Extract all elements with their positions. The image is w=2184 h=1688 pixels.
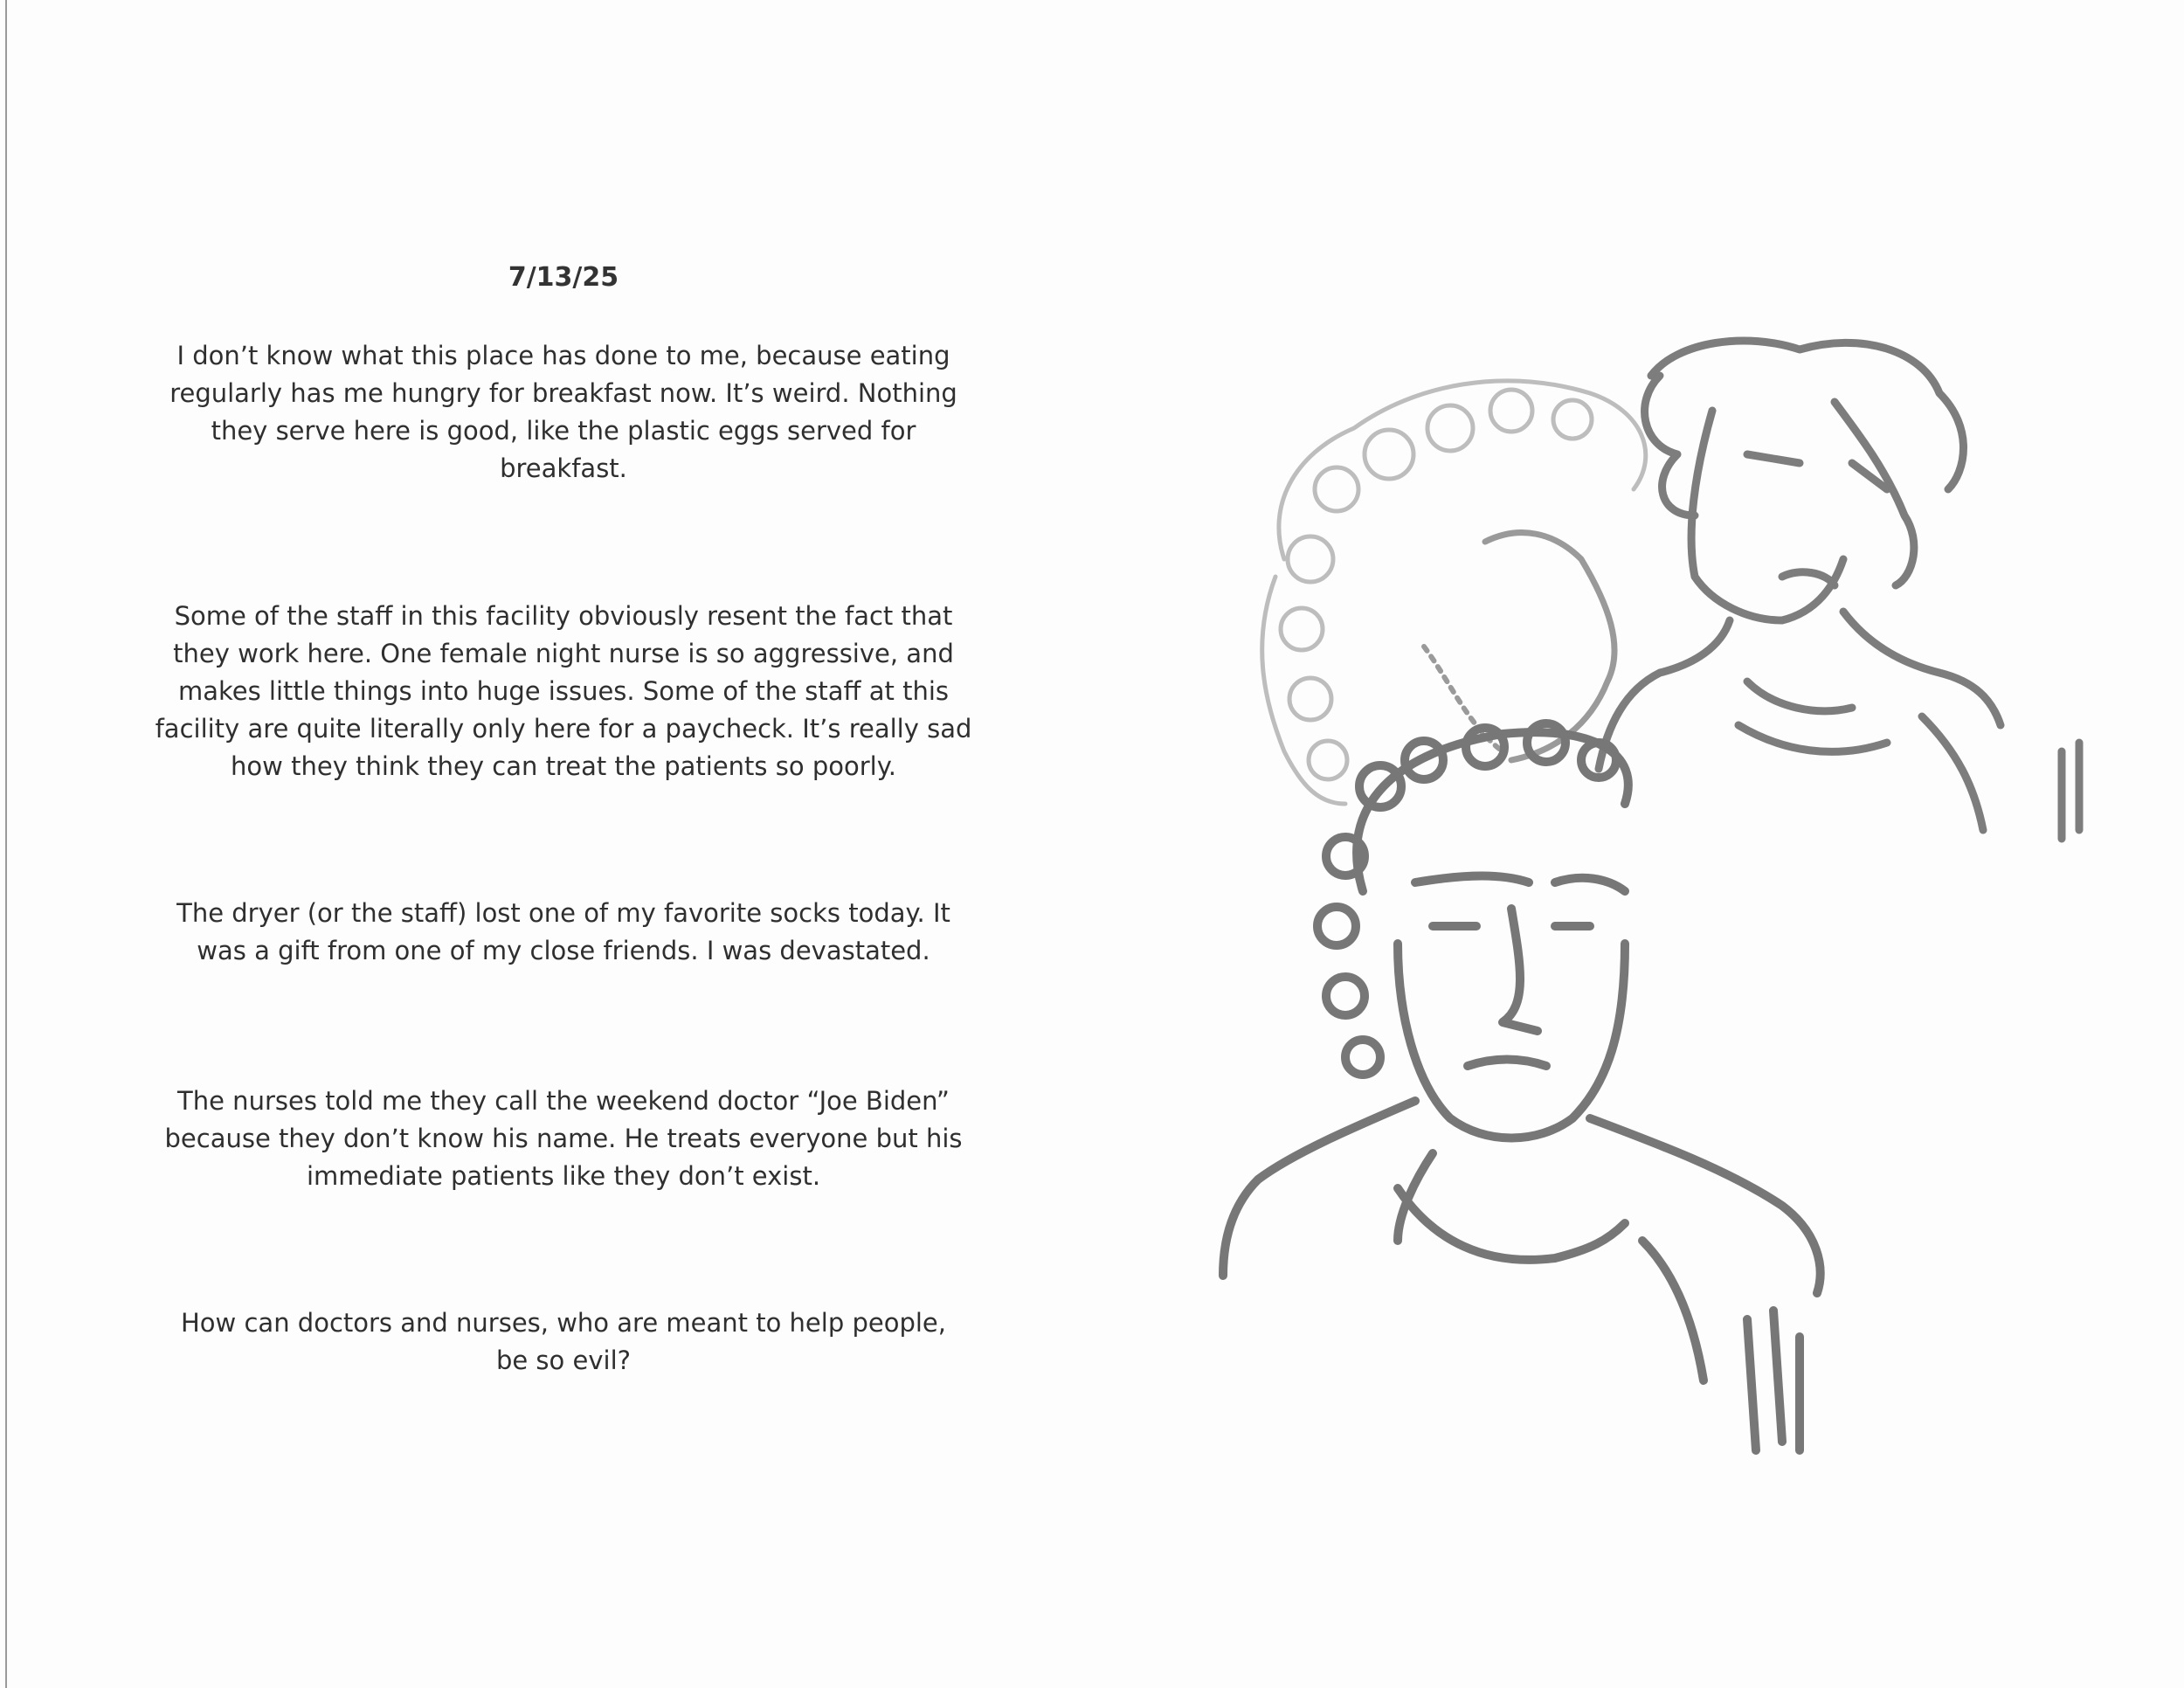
sketch-illustration: [1136, 315, 2140, 1485]
text-line: How can doctors and nurses, who are meant to help people,: [181, 1308, 946, 1338]
text-line: be so evil?: [495, 1346, 632, 1375]
entry-date: 7/13/25: [508, 262, 619, 293]
text-line: makes little things into huge issues. Some of the staff at this: [177, 676, 950, 706]
text-line: they serve here is good, like the plastic eggs served for: [211, 416, 916, 446]
text-line: immediate patients like they don’t exist.: [306, 1161, 821, 1191]
paragraph-question: [127, 1304, 1000, 1380]
text-line: was a gift from one of my close friends. I was devastated.: [197, 936, 930, 965]
text-line: because they don’t know his name. He treats everyone but his: [164, 1124, 963, 1153]
text-line: how they think they can treat the patients so poorly.: [231, 751, 896, 781]
right-figure-sketch: [1599, 341, 2079, 839]
text-line: I don’t know what this place has done to me, because eating: [176, 341, 950, 370]
page-edge: [5, 0, 7, 1688]
paragraph-doctor: [127, 1083, 1000, 1195]
paragraph-staff: [127, 598, 1000, 785]
text-line: breakfast.: [500, 453, 627, 483]
text-line: facility are quite literally only here for a paycheck. It’s really sad: [155, 714, 972, 744]
text-line: they work here. One female night nurse is so aggressive, and: [173, 639, 954, 668]
text-line: The dryer (or the staff) lost one of my favorite socks today. It: [176, 898, 950, 928]
paragraph-breakfast: [127, 337, 1000, 488]
paragraph-socks: [127, 895, 1000, 970]
front-figure-sketch: [1223, 723, 1821, 1450]
text-line: regularly has me hungry for breakfast now. It’s weird. Nothing: [169, 378, 957, 408]
text-line: The nurses told me they call the weekend doctor “Joe Biden”: [177, 1086, 950, 1116]
text-line: Some of the staff in this facility obviously resent the fact that: [174, 601, 953, 631]
